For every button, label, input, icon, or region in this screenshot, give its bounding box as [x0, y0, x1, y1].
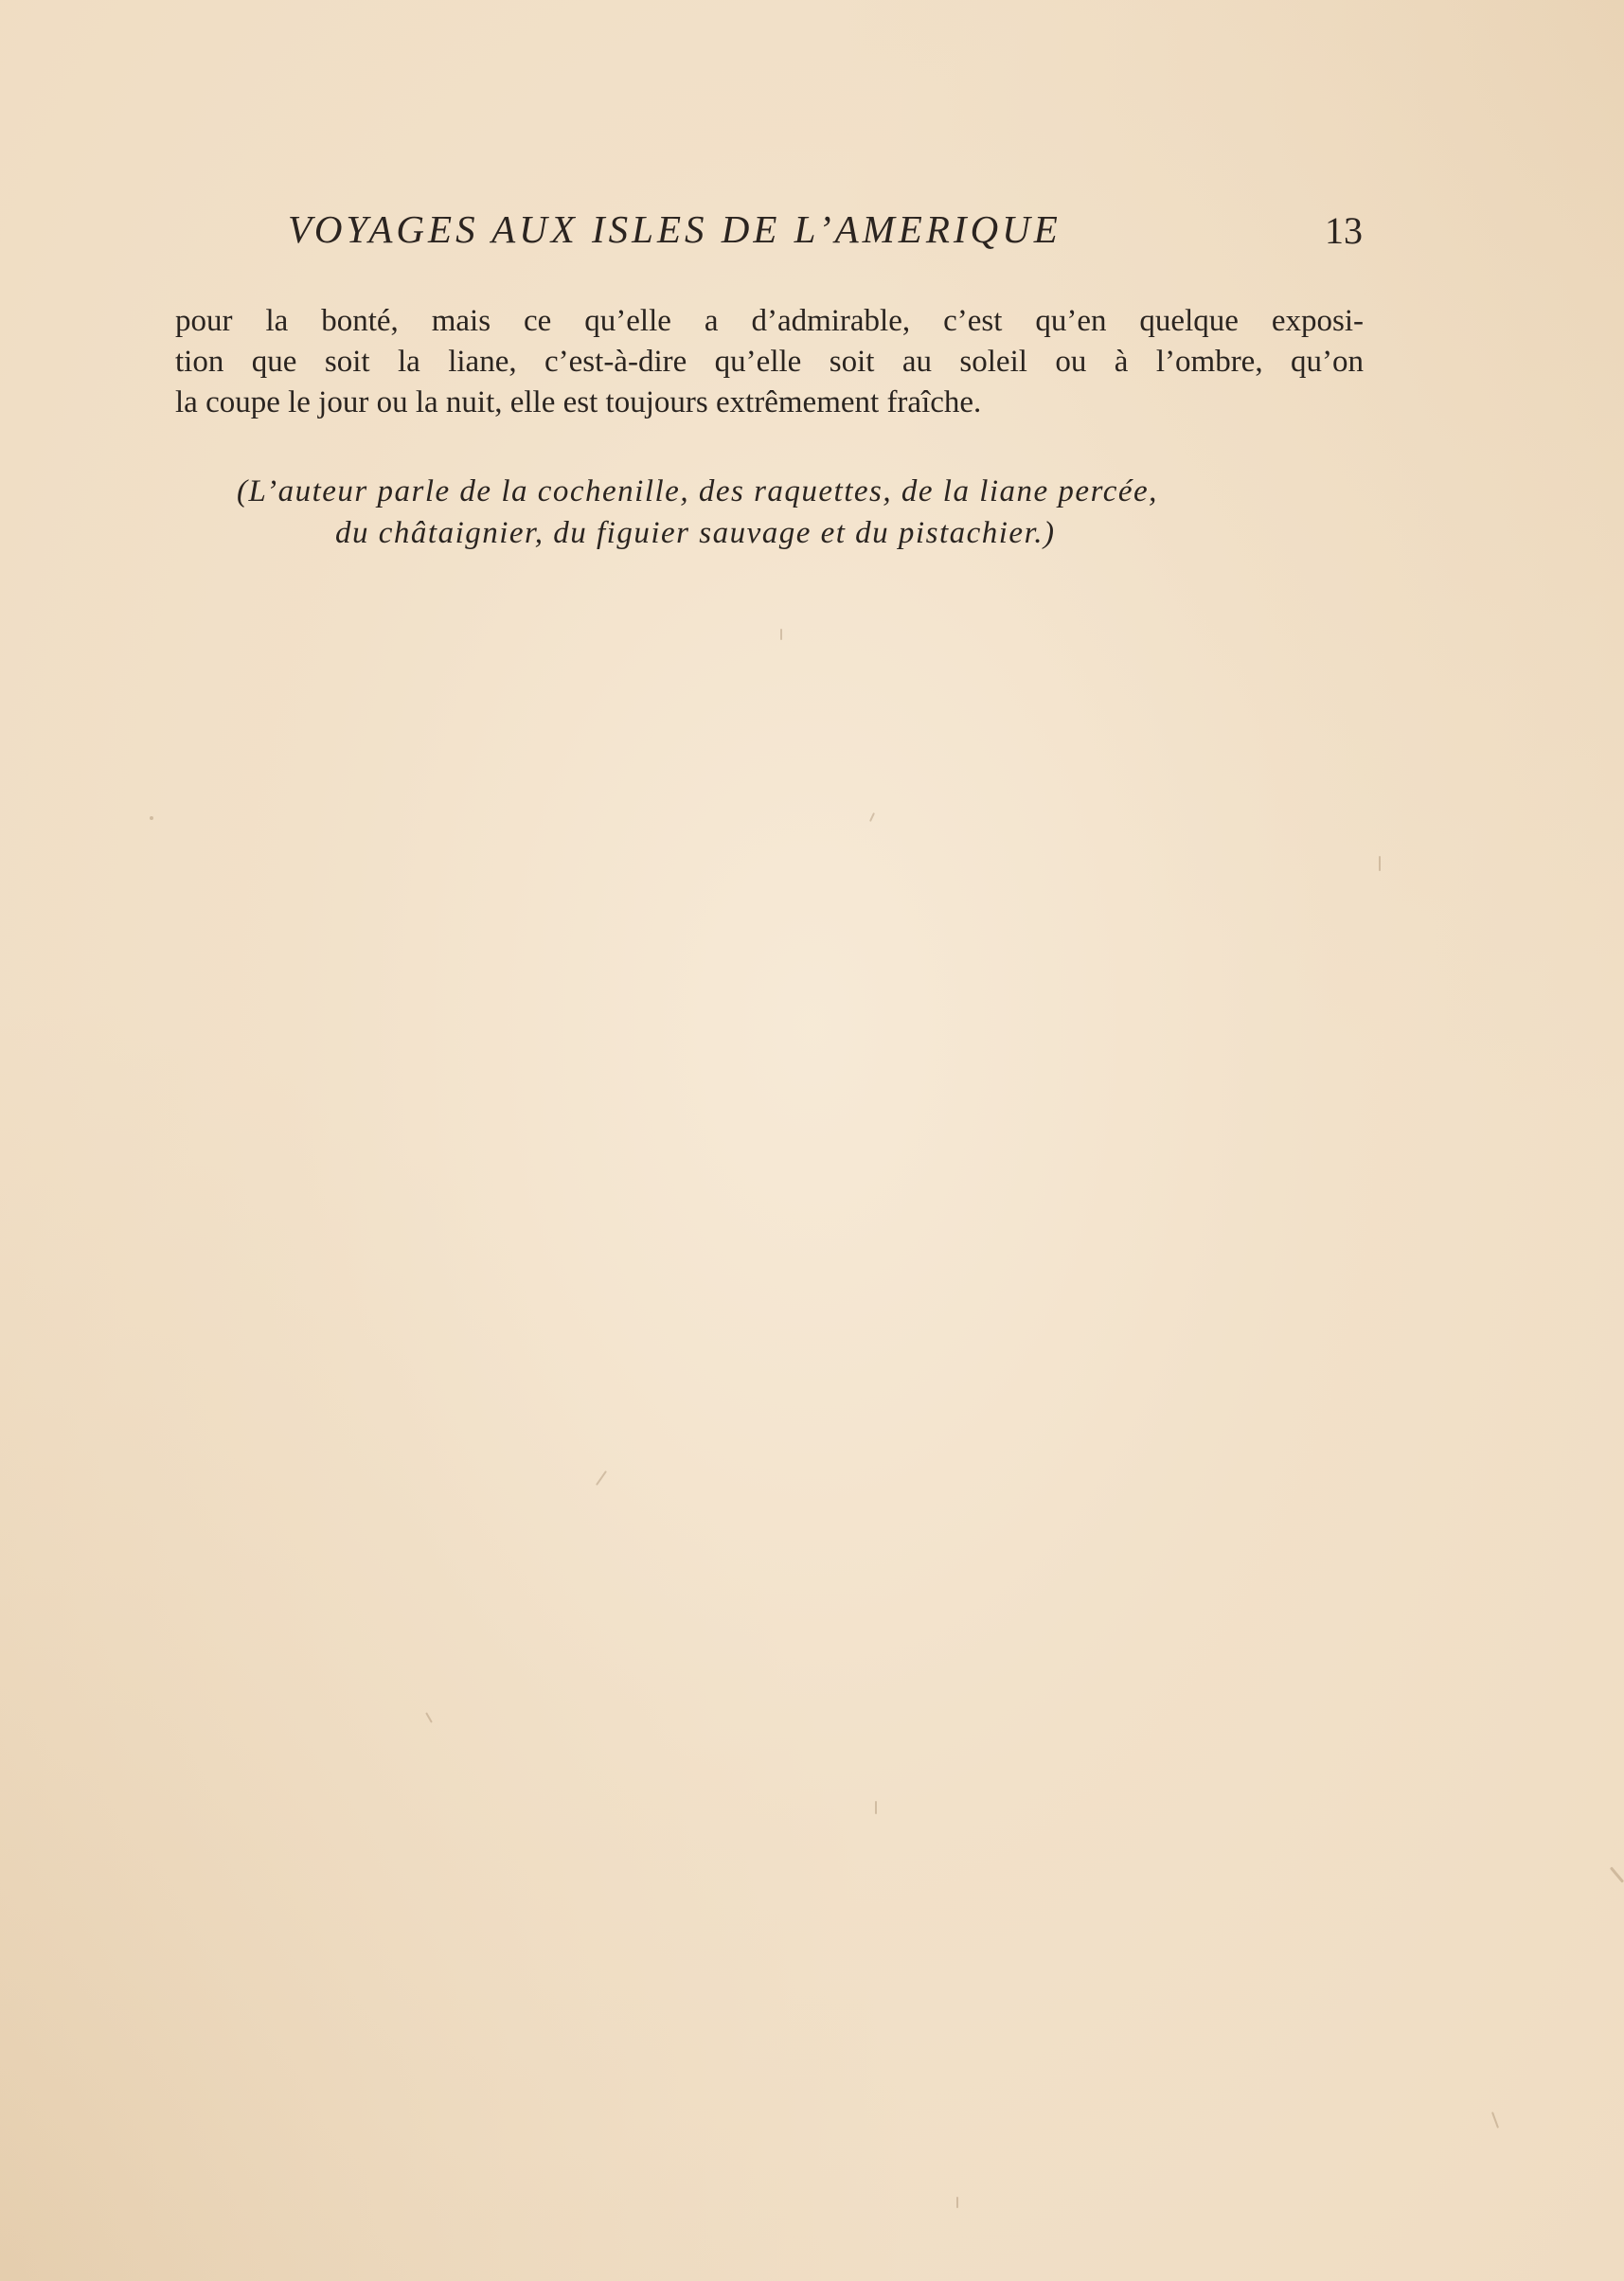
- note-line: (L’auteur parle de la cochenille, des raquettes, de la liane percée,: [237, 474, 1158, 508]
- paper-fiber: [875, 1801, 877, 1814]
- paper-fiber: [425, 1712, 433, 1722]
- paper-fiber: [956, 2197, 958, 2208]
- running-title: VOYAGES AUX ISLES DE L’AMERIQUE: [288, 207, 1062, 251]
- paper-fiber: [780, 629, 782, 640]
- paper-fiber: [1610, 1866, 1624, 1882]
- paper-fiber: [596, 1470, 607, 1486]
- paper-fiber: [1491, 2112, 1499, 2129]
- body-line: la coupe le jour ou la nuit, elle est toujours extrêmement fraîche.: [175, 385, 982, 419]
- paper-fiber: [869, 812, 875, 822]
- body-line: pour la bonté, mais ce qu’elle a d’admirable, c’est qu’en quelque exposi-: [175, 304, 1364, 338]
- editorial-note: [237, 471, 1316, 554]
- paper-fiber: [150, 816, 153, 820]
- body-paragraph: [175, 301, 1364, 423]
- page-number: 13: [1325, 209, 1363, 252]
- paper-fiber: [1379, 856, 1381, 871]
- running-head: [288, 206, 1363, 263]
- body-line: tion que soit la liane, c’est-à-dire qu’elle soit au soleil ou à l’ombre, qu’on: [175, 345, 1364, 379]
- note-line: du châtaignier, du figuier sauvage et du pistachier.): [335, 516, 1056, 550]
